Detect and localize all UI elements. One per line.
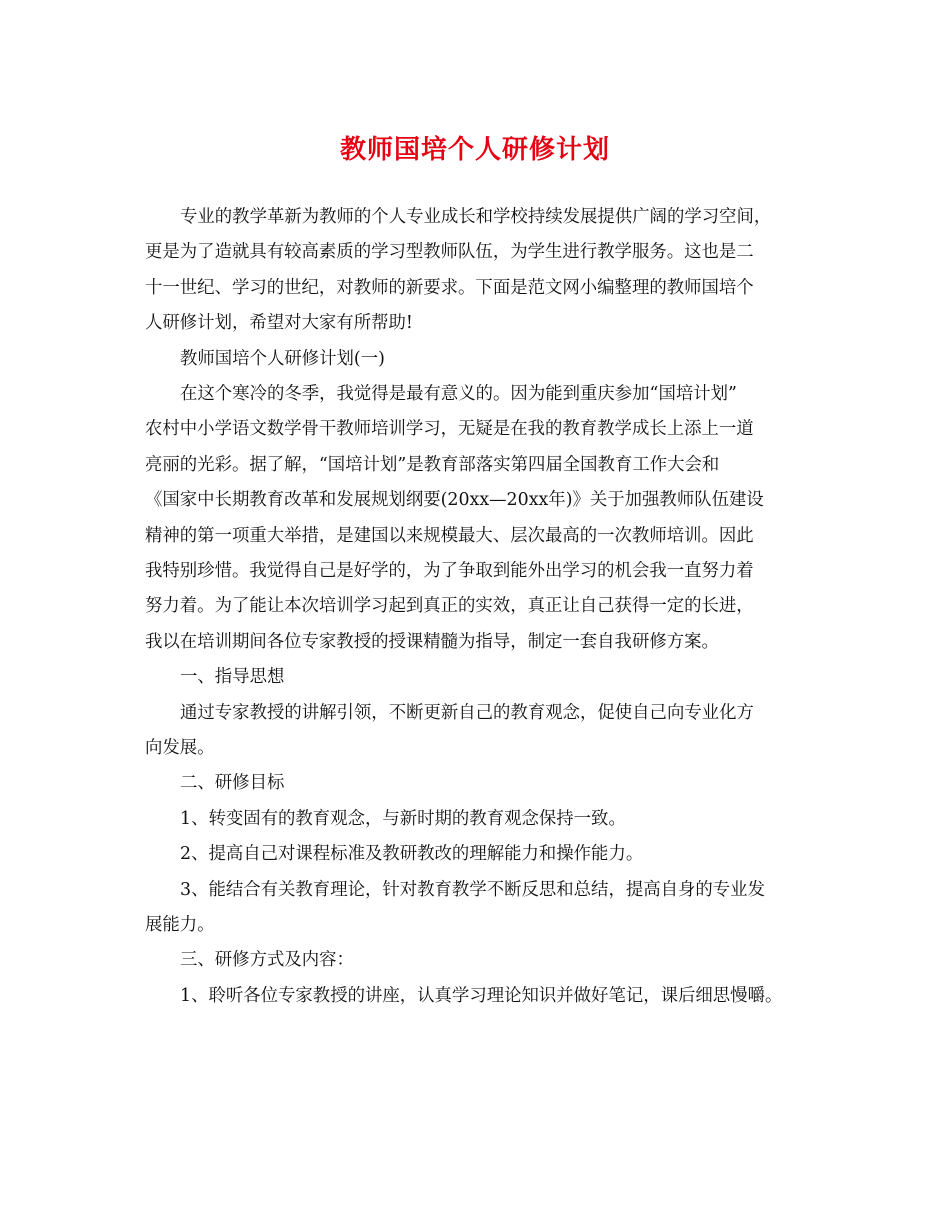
text-line: 努力着。为了能让本次培训学习起到真正的实效，真正让自己获得一定的长进，: [145, 596, 754, 617]
text-line: 更是为了造就具有较高素质的学习型教师队伍，为学生进行教学服务。这也是二: [145, 242, 754, 263]
text-line: 1、转变固有的教育观念，与新时期的教育观念保持一致。: [180, 808, 626, 829]
text-line: 农村中小学语文数学骨干教师培训学习，无疑是在我的教育教学成长上添上一道: [145, 419, 754, 440]
text-line: 我以在培训期间各位专家教授的授课精髓为指导，制定一套自我研修方案。: [145, 631, 719, 652]
text-line: 1、聆听各位专家教授的讲座，认真学习理论知识并做好笔记，课后细思慢嚼。: [180, 985, 783, 1006]
text-line: 3、能结合有关教育理论，针对教育教学不断反思和总结，提高自身的专业发: [180, 879, 765, 900]
document-title: 教师国培个人研修计划: [339, 135, 610, 165]
text-line: 通过专家教授的讲解引领，不断更新自己的教育观念，促使自己向专业化方: [180, 702, 754, 723]
text-line: 教师国培个人研修计划(一): [180, 348, 385, 369]
text-line: 亮丽的光彩。据了解，“国培计划”是教育部落实第四届全国教育工作大会和: [145, 454, 720, 475]
text-line: 2、提高自己对课程标准及教研教改的理解能力和操作能力。: [180, 844, 644, 865]
text-line: 三、研修方式及内容：: [180, 950, 354, 971]
text-line: 十一世纪、学习的世纪，对教师的新要求。下面是范文网小编整理的教师国培个: [145, 277, 754, 298]
text-line: 《国家中长期教育改革和发展规划纲要(20xx—20xx年)》关于加强教师队伍建设: [145, 490, 764, 511]
text-line: 人研修计划，希望对大家有所帮助!: [145, 313, 413, 334]
text-line: 展能力。: [145, 915, 215, 935]
text-line: 一、指导思想: [180, 667, 285, 688]
text-line: 专业的教学革新为教师的个人专业成长和学校持续发展提供广阔的学习空间，: [180, 207, 772, 227]
text-line: 我特别珍惜。我觉得自己是好学的，为了争取到能外出学习的机会我一直努力着: [145, 561, 754, 581]
text-line: 精神的第一项重大举措，是建国以来规模最大、层次最高的一次教师培训。因此: [145, 525, 754, 546]
text-line: 在这个寒冷的冬季，我觉得是最有意义的。因为能到重庆参加“国培计划”: [180, 384, 737, 404]
text-line: 二、研修目标: [180, 773, 285, 794]
text-line: 向发展。: [145, 738, 215, 758]
